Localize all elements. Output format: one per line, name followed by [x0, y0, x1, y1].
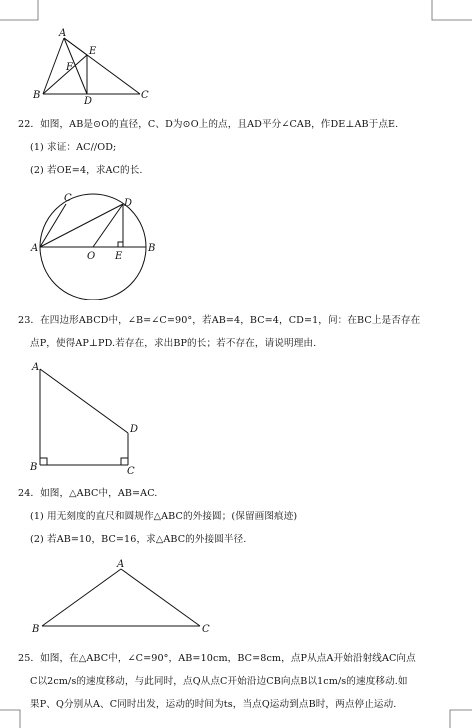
- q22-label-D: D: [124, 198, 133, 209]
- crop-mark-bottom-left: [0, 708, 40, 728]
- label-F: F: [66, 62, 73, 73]
- q22-stem: 22．如图，AB是⊙O的直径，C、D为⊙O上的点，且AD平分∠CAB，作DE⊥AB于点E.: [18, 119, 399, 130]
- q25-line1: 25．如图，在△ABC中，∠C=90°，AB=10cm，BC=8cm，点P从点A开始沿射线AC向点: [18, 653, 416, 664]
- q23-label-D: D: [130, 424, 139, 435]
- q24-label-A: A: [117, 559, 125, 570]
- q24-part1: (1) 用无刻度的直尺和圆规作△ABC的外接圆；(保留画图痕迹): [30, 511, 298, 522]
- q22-label-B: B: [148, 243, 156, 254]
- q24-part2: (2) 若AB=10，BC=16，求△ABC的外接圆半径.: [30, 534, 247, 545]
- q23-label-C: C: [127, 466, 135, 477]
- q23-line2: 点P，使得AP⊥PD.若存在，求出BP的长；若不存在，请说明理由.: [30, 338, 317, 349]
- label-C: C: [141, 90, 149, 101]
- q22-label-C: C: [64, 193, 72, 204]
- q25-line2: C以2cm/s的速度移动，与此同时，点Q从点C开始沿边CB向点B以1cm/s的速度移动.如: [30, 676, 408, 687]
- q24-stem: 24．如图，△ABC中，AB=AC.: [18, 488, 158, 499]
- q22-part1: (1) 求证：AC//OD;: [30, 142, 117, 153]
- q23-label-A: A: [32, 362, 40, 373]
- q23-label-B: B: [30, 462, 38, 473]
- label-E: E: [89, 46, 97, 57]
- q22-label-A: A: [31, 243, 39, 254]
- label-A: A: [59, 28, 67, 39]
- q22-label-E: E: [115, 251, 123, 262]
- q23-stem: 23．在四边形ABCD中，∠B=∠C=90°，若AB=4，BC=4，CD=1，问：在BC上是否存在: [18, 315, 421, 326]
- crop-mark-bottom-right: [430, 708, 472, 728]
- label-D: D: [84, 96, 93, 107]
- label-B: B: [33, 90, 41, 101]
- q24-label-B: B: [32, 624, 40, 635]
- q22-label-O: O: [87, 251, 96, 262]
- q22-part2: (2) 若OE=4，求AC的长.: [30, 165, 143, 176]
- q24-label-C: C: [202, 624, 210, 635]
- q25-line3: 果P、Q分别从A、C同时出发，运动的时间为ts，当点Q运动到点B时，两点停止运动.: [30, 699, 397, 710]
